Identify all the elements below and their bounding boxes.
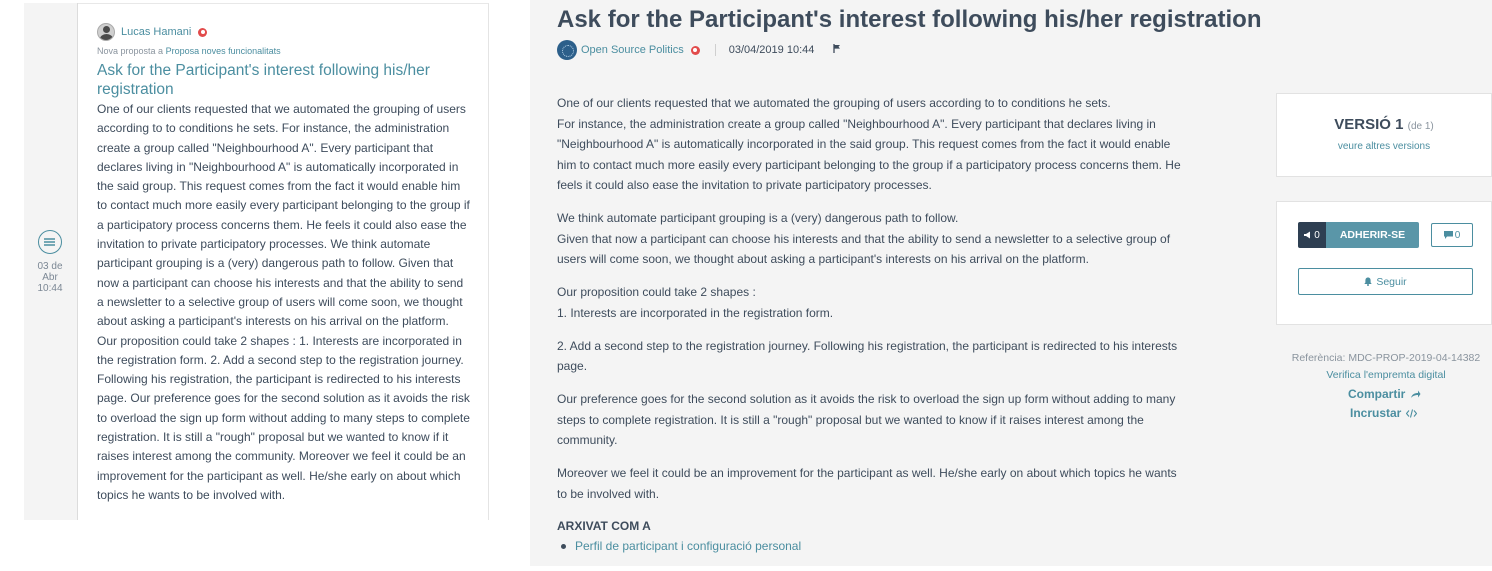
- code-icon: [1406, 409, 1417, 418]
- body-paragraph: [557, 463, 1187, 504]
- bullet-icon: [561, 544, 566, 549]
- share-label: Compartir: [1348, 387, 1406, 401]
- timeline-card: [78, 3, 489, 520]
- body-line: Given that now a participant can choose his interests and that the ability to send a newsletter to a selective group of users will come soon, we thought about asking a participant's interests on his arrival on the platform.: [557, 231, 1171, 266]
- follow-label: Seguir: [1376, 275, 1407, 288]
- body-line: One of our clients requested that we automated the grouping of users according to to conditions he sets.: [557, 96, 1111, 110]
- filed-under-item: [561, 538, 801, 554]
- context-prefix: Nova proposta a: [97, 46, 164, 56]
- timeline-gutter: [24, 3, 78, 520]
- body-line: We think automate participant grouping is a (very) dangerous path to follow.: [557, 211, 959, 225]
- support-count: [1298, 222, 1326, 248]
- avatar[interactable]: [97, 23, 115, 41]
- timeline-proposal-title[interactable]: Ask for the Participant's interest following his/her registration: [97, 62, 430, 98]
- body-paragraph: [557, 282, 1187, 323]
- version-card: [1276, 93, 1492, 177]
- flag-icon[interactable]: [833, 44, 841, 56]
- author-name[interactable]: Lucas Hamani: [121, 26, 192, 38]
- timeline-proposal-body: One of our clients requested that we automated the grouping of users according to to conditions he sets. For instance, the administration create a group called "Neighbourhood A". Every participant that declares living in "Neighbourhood A" is automatically incorporated in the said group. This request comes from the fact it would enable him to contact much more easily every participant belonging to the group if a participatory process concerns them. He feels it could also ease the invitation to private participatory processes. We think automate participant grouping is a (very) dangerous path to follow. Given that now a participant can choose his interests and that the ability to send a newsletter to a selective group of users will come soon, we thought about asking a participant's interests on his arrival on the platform. Our proposition could take 2 shapes : 1. Interests are incorporated in the registration form. 2. Add a second step to the registration journey. Following his registration, the participant is redirected to his interests page. Our preference goes for the second solution as it avoids the risk to overload the sign up form without adding to many steps to complete registration. It is still a "rough" proposal but we wanted to know if it raises interest among the community. Moreover we feel it could be an improvement for the participant as well. He/she early on about which topics he wants to be involved with.: [97, 102, 470, 502]
- version-number: VERSIÓ 1: [1334, 116, 1404, 133]
- support-count-value: 0: [1314, 229, 1320, 241]
- official-badge-icon: [691, 46, 700, 55]
- support-card: [1276, 201, 1492, 325]
- timeline-date: [28, 261, 72, 294]
- support-button[interactable]: ADHERIR-SE: [1326, 222, 1419, 248]
- component-link[interactable]: Proposa noves funcionalitats: [165, 46, 281, 56]
- body-line: Our proposition could take 2 shapes :: [557, 285, 756, 299]
- body-line: Moreover we feel it could be an improvement for the participant as well. He/she early on about which topics he wants to be involved with.: [557, 466, 1177, 501]
- body-line: 2. Add a second step to the registration journey. Following his registration, the participant is redirected to his interests page.: [557, 338, 1178, 373]
- publication-date: 03/04/2019 10:44: [728, 44, 815, 56]
- megaphone-icon: [1304, 231, 1312, 239]
- support-button-group[interactable]: [1298, 222, 1419, 248]
- official-badge-icon: [198, 28, 207, 37]
- comments-count-button[interactable]: [1431, 223, 1473, 247]
- timeline-date-month: Abr: [42, 272, 58, 283]
- body-paragraph: [557, 208, 1187, 270]
- body-paragraph: [557, 336, 1187, 377]
- comment-icon: [1444, 231, 1453, 239]
- body-paragraph: [557, 389, 1187, 451]
- embed-link[interactable]: [1350, 406, 1417, 420]
- proposal-panel: [530, 0, 1492, 566]
- body-line: 1. Interests are incorporated in the registration form.: [557, 305, 834, 320]
- version-total: (de 1): [1407, 121, 1434, 132]
- comments-count: 0: [1454, 229, 1461, 241]
- share-icon: [1410, 390, 1421, 399]
- body-line: For instance, the administration create a group called "Neighbourhood A". Every participant that declares living in "Neighbourhood A" is automatically incorporated in the said group. This request comes from the fact it would enable him to contact much more easily every participant belonging to the group if a participatory process concerns them. He feels it could also ease the invitation to private participatory processes.: [557, 116, 1181, 192]
- proposal-meta: [557, 40, 841, 60]
- verify-fingerprint-link[interactable]: Verifica l'empremta digital: [1326, 369, 1446, 381]
- organization-logo[interactable]: [557, 40, 577, 60]
- embed-label: Incrustar: [1350, 406, 1402, 420]
- filed-under-link[interactable]: Perfil de participant i configuració personal: [575, 539, 802, 553]
- timeline-date-time: 10:44: [37, 283, 63, 294]
- organization-name[interactable]: Open Source Politics: [581, 44, 684, 56]
- proposal-context: [97, 46, 281, 56]
- timeline-date-day: 03 de: [37, 261, 63, 272]
- body-paragraph: [557, 93, 1187, 196]
- version-label: [1277, 116, 1491, 133]
- reference-text: Referència: MDC-PROP-2019-04-14382: [1291, 352, 1481, 364]
- filed-under-heading: ARXIVAT COM A: [557, 519, 651, 533]
- proposal-body: [557, 93, 1187, 517]
- body-line: Our preference goes for the second solution as it avoids the risk to overload the sign up form without adding to many steps to complete registration. It is still a "rough" proposal but we wanted to know if it raises interest among the community.: [557, 392, 1176, 447]
- page-title: Ask for the Participant's interest following his/her registration: [557, 6, 1262, 33]
- other-versions-link[interactable]: veure altres versions: [1337, 141, 1431, 152]
- author-row: [97, 23, 207, 41]
- bell-icon: [1364, 277, 1372, 286]
- share-link[interactable]: [1348, 387, 1421, 401]
- timeline-item: [24, 3, 489, 520]
- meta-divider: [715, 44, 716, 56]
- comment-lines-icon: [38, 230, 62, 254]
- follow-button[interactable]: [1298, 268, 1473, 295]
